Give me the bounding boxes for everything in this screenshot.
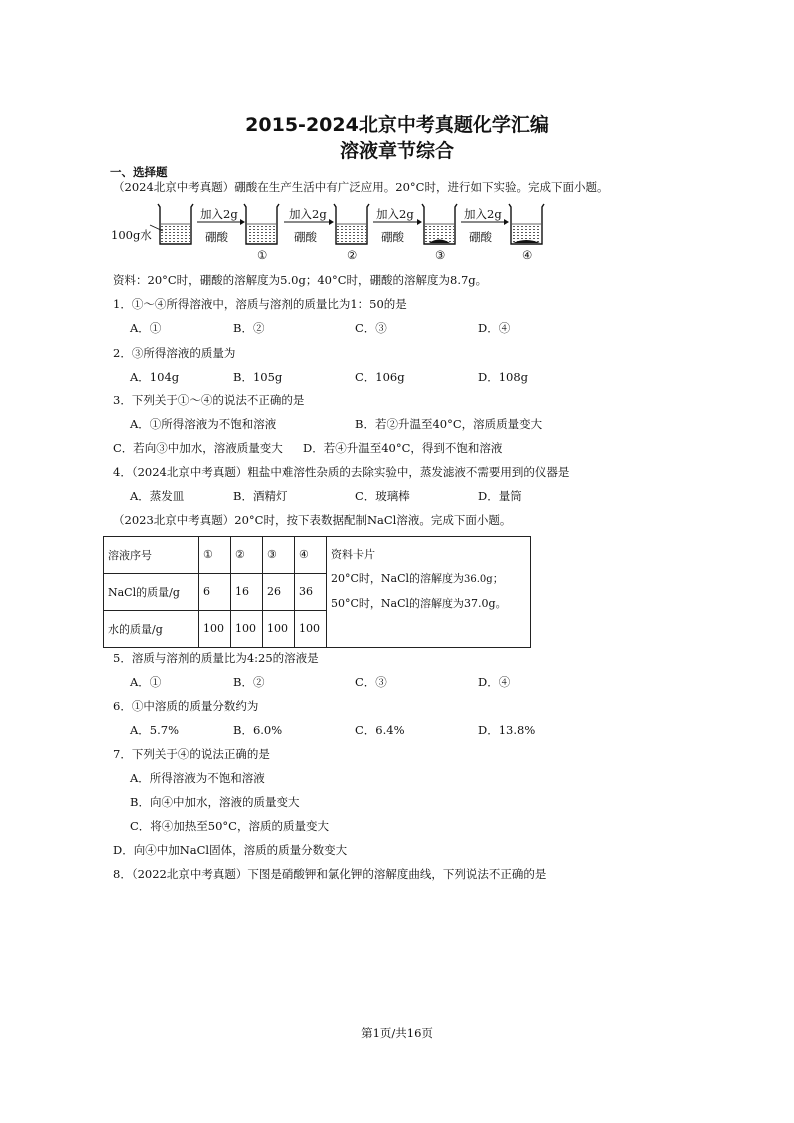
question-3-option-c: C．若向③中加水，溶液质量变大	[113, 441, 283, 455]
table-cell: 6	[199, 573, 231, 610]
intro-2024: （2024北京中考真题）硼酸在生产生活中有广泛应用。20°C时，进行如下实验。完成下面小题。	[113, 180, 609, 194]
card-line-1-suffix: ；	[492, 572, 504, 585]
question-3-stem: 3．下列关于①～④的说法不正确的是	[113, 393, 305, 407]
beaker-label-4: ④	[522, 248, 533, 262]
beaker-1	[244, 204, 279, 244]
question-2-stem: 2．③所得溶液的质量为	[113, 346, 236, 360]
table-cell: 100	[231, 610, 263, 647]
question-7-option-d: D．向④中加NaCl固体，溶质的质量分数变大	[113, 843, 348, 857]
question-6-stem: 6．①中溶质的质量分数约为	[113, 699, 259, 713]
question-1-option-d: D．④	[478, 321, 511, 335]
water-label: 100g水	[111, 228, 152, 242]
question-2-option-d: D．108g	[478, 370, 529, 384]
question-5-option-b: B．②	[233, 675, 265, 689]
question-4-option-d: D．量筒	[478, 489, 522, 503]
question-7-option-a: A．所得溶液为不饱和溶液	[130, 771, 265, 785]
question-1-option-c: C．③	[355, 321, 387, 335]
acid-label-3: 硼酸	[381, 230, 404, 244]
acid-label-1: 硼酸	[205, 230, 228, 244]
question-3-option-b: B．若②升温至40°C，溶质质量变大	[355, 417, 543, 431]
question-8-stem: 8．（2022北京中考真题）下图是硝酸钾和氯化钾的溶解度曲线，下列说法不正确的是	[113, 867, 547, 881]
resource-card-line-1	[331, 567, 526, 592]
nacl-data-table	[103, 536, 531, 648]
acid-label-2: 硼酸	[294, 230, 317, 244]
section-heading: 一、选择题	[110, 165, 168, 179]
question-2-option-c: C．106g	[355, 370, 405, 384]
card-line-2-value: 37.0g	[464, 597, 496, 610]
question-5-option-a: A．①	[130, 675, 162, 689]
beaker-4	[509, 204, 544, 244]
question-2-option-b: B．105g	[233, 370, 283, 384]
column-header-2: ②	[231, 537, 263, 574]
table-cell: 36	[295, 573, 327, 610]
question-3-option-d: D．若④升温至40°C，得到不饱和溶液	[303, 441, 503, 455]
question-3-option-a: A．①所得溶液为不饱和溶液	[130, 417, 277, 431]
acid-label-4: 硼酸	[469, 230, 492, 244]
resource-card	[327, 537, 531, 648]
question-7-stem: 7．下列关于④的说法正确的是	[113, 747, 270, 761]
card-line-2-prefix: 50°C时，NaCl的溶解度为	[331, 597, 465, 610]
question-6-option-d: D．13.8%	[478, 723, 536, 737]
question-5-option-d: D．④	[478, 675, 511, 689]
column-header-1: ①	[199, 537, 231, 574]
resource-note-2024: 资料：20°C时，硼酸的溶解度为5.0g；40°C时，硼酸的溶解度为8.7g。	[113, 273, 488, 287]
card-line-1-value: 36.0g	[464, 574, 493, 585]
card-line-2-suffix: 。	[495, 597, 507, 610]
table-cell: 100	[263, 610, 295, 647]
table-cell: 100	[295, 610, 327, 647]
row-header-sequence: 溶液序号	[104, 537, 199, 574]
row-header-water-mass: 水的质量/g	[104, 610, 199, 647]
question-6-option-a: A．5.7%	[130, 723, 180, 737]
column-header-4: ④	[295, 537, 327, 574]
table-cell: 100	[199, 610, 231, 647]
add-label-4: 加入2g	[464, 207, 502, 221]
beaker-3	[422, 204, 457, 244]
row-header-nacl-mass: NaCl的质量/g	[104, 573, 199, 610]
question-4-stem: 4．（2024北京中考真题）粗盐中难溶性杂质的去除实验中，蒸发滤液不需要用到的仪器是	[113, 465, 570, 479]
question-1-option-b: B．②	[233, 321, 265, 335]
question-1-option-a: A．①	[130, 321, 162, 335]
column-header-3: ③	[263, 537, 295, 574]
question-6-option-c: C．6.4%	[355, 723, 405, 737]
question-7-option-b: B．向④中加水，溶液的质量变大	[130, 795, 300, 809]
add-label-2: 加入2g	[289, 207, 327, 221]
question-4-option-b: B．酒精灯	[233, 489, 288, 503]
table-row	[104, 537, 531, 574]
page-number: 第1页/共16页	[361, 1026, 433, 1040]
add-label-1: 加入2g	[200, 207, 238, 221]
beaker-label-1: ①	[257, 248, 268, 262]
add-label-3: 加入2g	[376, 207, 414, 221]
question-6-option-b: B．6.0%	[233, 723, 283, 737]
question-5-option-c: C．③	[355, 675, 387, 689]
beaker-label-2: ②	[347, 248, 358, 262]
beaker-0	[158, 204, 193, 244]
table-cell: 26	[263, 573, 295, 610]
question-4-option-c: C．玻璃棒	[355, 489, 410, 503]
question-2-option-a: A．104g	[130, 370, 180, 384]
question-5-stem: 5．溶质与溶剂的质量比为4:25的溶液是	[113, 651, 319, 665]
intro-2023: （2023北京中考真题）20°C时，按下表数据配制NaCl溶液。完成下面小题。	[113, 513, 512, 527]
page-title: 2015-2024北京中考真题化学汇编	[245, 114, 549, 136]
beaker-2	[334, 204, 369, 244]
question-1-stem: 1．①～④所得溶液中，溶质与溶剂的质量比为1：50的是	[113, 297, 407, 311]
table-cell: 16	[231, 573, 263, 610]
page-subtitle: 溶液章节综合	[339, 140, 454, 162]
card-line-1-prefix: 20°C时，NaCl的溶解度为	[331, 572, 465, 585]
beaker-label-3: ③	[435, 248, 446, 262]
resource-card-line-2	[331, 592, 526, 616]
question-7-option-c: C．将④加热至50°C，溶质的质量变大	[130, 819, 329, 833]
resource-card-title: 资料卡片	[331, 548, 375, 561]
question-4-option-a: A．蒸发皿	[130, 489, 185, 503]
